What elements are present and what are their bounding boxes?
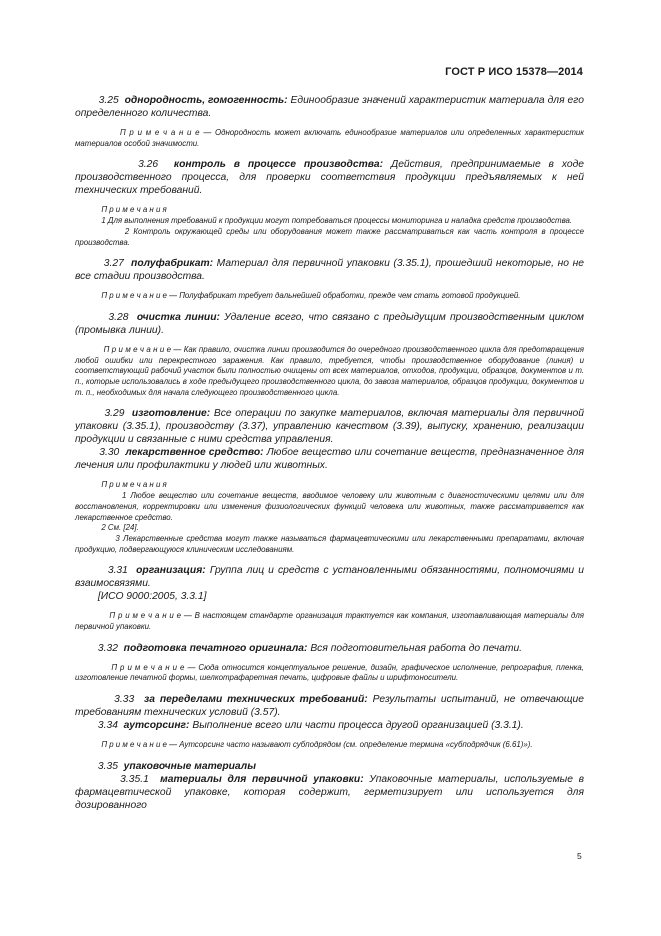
entry-note — [75, 740, 584, 751]
entry-term: аутсорсинг: — [123, 720, 190, 732]
entry-definition: Материал для первичной упаковки (3.35.1), прошедший некоторые, но не все стадии производства. — [75, 258, 584, 283]
entry-3-34 — [75, 719, 584, 732]
entry-3-31 — [75, 564, 584, 590]
notes-title-text: П р и м е ч а н и я — [101, 480, 167, 490]
notes-title — [75, 480, 584, 491]
entry-3-25 — [75, 94, 584, 120]
entry-term: организация: — [136, 565, 206, 577]
entry-3-27 — [75, 257, 584, 283]
entry-definition: Удаление всего, что связано с предыдущим производственным циклом (промывка линии). — [75, 311, 584, 336]
entry-definition: Группа лиц и средств с установленными обязанностями, полномочиями и взаимосвязями. — [75, 565, 584, 590]
entry-term: упаковочные материалы — [123, 760, 256, 772]
document-header: ГОСТ Р ИСО 15378—2014 — [445, 66, 583, 78]
notes-title — [75, 205, 584, 216]
note-text: П р и м е ч а н и е — Как правило, очистка линии производится до очередного производственного цикла для предотвращения любой ошибки или перекрестного заражения. Как правило, требуется, чтобы производственное оборудование (линия) и соответствующий рабочий участок были полностью очищены от всех материалов, отходов, продукции, образцов, документов и т. п., которые использовались в ходе предыдущего производственного цикла, до завоза материалов, образцов продукции, документов и т. п., необходимых для начала следующего производственного цикла. — [75, 344, 584, 397]
entry-definition: Результаты испытаний, не отвечающие требованиям технических условий (3.57). — [75, 694, 584, 719]
entry-term: материалы для первичной упаковки: — [160, 773, 364, 785]
entry-number: 3.32 — [97, 642, 118, 654]
entry-number: 3.28 — [108, 311, 129, 323]
entry-number: 3.29 — [104, 408, 125, 420]
note-text: 2 См. [24]. — [101, 523, 139, 533]
entry-term: очистка линии: — [136, 311, 220, 323]
entry-number: 3.35.1 — [120, 773, 149, 785]
entry-definition: Единообразие значений характеристик материала для его определенного количества. — [75, 95, 584, 119]
entry-definition: Вся подготовительная работа до печати. — [310, 642, 523, 654]
note-text: П р и м е ч а н и е — Аутсорсинг часто называют субподрядом (см. определение термина «субподрядчик (6.61)»). — [101, 740, 533, 750]
entry-definition: Выполнение всего или части процесса другой организацией (3.3.1). — [192, 720, 524, 732]
note-text: П р и м е ч а н и е — В настоящем стандарте организация трактуется как компания, изготавливающая материалы для первичной упаковки. — [75, 611, 584, 632]
entry-term: лекарственное средство: — [125, 447, 264, 459]
entry-number: 3.34 — [97, 720, 118, 732]
entry-note — [75, 128, 584, 149]
reference-text: [ИСО 9000:2005, 3.3.1] — [97, 591, 207, 603]
entry-note — [75, 534, 584, 555]
entry-term: полуфабрикат: — [131, 258, 214, 270]
entry-definition: Любое вещество или сочетание веществ, предназначенное для лечения или профилактики у людей или животных. — [75, 447, 584, 472]
entry-number: 3.26 — [138, 159, 159, 171]
note-text: П р и м е ч а н и е — Однородность может включать единообразие материалов или определенных характеристик материалов особой значимости. — [75, 128, 585, 148]
entry-term: за переделами технических требований: — [143, 694, 368, 706]
note-text: 3 Лекарственные средства могут также называться фармацевтическими или лекарственными препаратами, включая продукцию, подвергающуюся клиническим исследованиям. — [75, 533, 585, 554]
entry-note — [75, 523, 584, 534]
entry-3-32 — [75, 642, 584, 655]
entry-3-35-1 — [75, 773, 584, 812]
note-text: 1 Для выполнения требований к продукции могут потребоваться процессы мониторинга и наладка средств производства. — [101, 216, 573, 226]
note-text: П р и м е ч а н и е — Сюда относится концептуальное решение, дизайн, графическое исполнение, репрография, пленка, изготовление печатной формы, шелкотрафаретная печать, цифровые файлы и шрифтоносители. — [75, 662, 584, 683]
entry-term: подготовка печатного оригинала: — [123, 642, 308, 654]
entry-definition: Все операции по закупке материалов, включая материалы для первичной упаковки (3.35.1), производству (3.37), управлению качеством (3.39), выпуску, хранению, реализации продукции и связанные с ними средства управления. — [75, 408, 584, 446]
entry-number: 3.30 — [99, 447, 120, 459]
entry-number: 3.27 — [103, 258, 124, 270]
entry-number: 3.33 — [114, 694, 135, 706]
entry-term: изготовление: — [131, 408, 211, 420]
entry-3-33 — [75, 693, 584, 719]
entry-note — [75, 345, 584, 399]
entry-note — [75, 216, 584, 227]
entry-number: 3.25 — [98, 95, 119, 106]
notes-title-text: П р и м е ч а н и я — [101, 205, 167, 215]
entry-reference — [75, 590, 584, 603]
entry-note — [75, 663, 584, 684]
note-text: 2 Контроль окружающей среды или оборудования может также рассматриваться как часть контроля в процессе производства. — [75, 226, 584, 247]
entry-definition: Упаковочные материалы, используемые в фармацевтической упаковке, которая содержит, герметизирует или используется для дозированного — [75, 773, 584, 811]
entry-3-28 — [75, 311, 584, 337]
entry-note — [75, 291, 584, 302]
entry-number: 3.35 — [97, 760, 118, 772]
entry-note — [75, 491, 584, 523]
note-text: 1 Любое вещество или сочетание веществ, вводимое человеку или животным с диагностическими целями или для восстановления, корректировки или изменения физиологических функций человека или животных, также рассматривается как лекарственное средство. — [75, 491, 584, 522]
entry-3-26 — [75, 158, 584, 197]
entry-term: контроль в процессе производства: — [173, 159, 384, 171]
entry-note — [75, 611, 584, 632]
entry-3-29 — [75, 407, 584, 446]
entry-definition: Действия, предпринимаемые в ходе производственного процесса, для проверки соответствия продукции предъявляемых к ней технических требований. — [75, 159, 584, 197]
entry-note — [75, 227, 584, 248]
entry-term: однородность, гомогенность: — [124, 95, 288, 106]
note-text: П р и м е ч а н и е — Полуфабрикат требует дальнейшей обработки, прежде чем стать готовой продукцией. — [101, 291, 521, 301]
entry-3-30 — [75, 446, 584, 472]
page-number: 5 — [577, 851, 582, 861]
entry-3-35 — [75, 760, 584, 773]
document-body — [75, 94, 584, 812]
entry-number: 3.31 — [107, 565, 128, 577]
